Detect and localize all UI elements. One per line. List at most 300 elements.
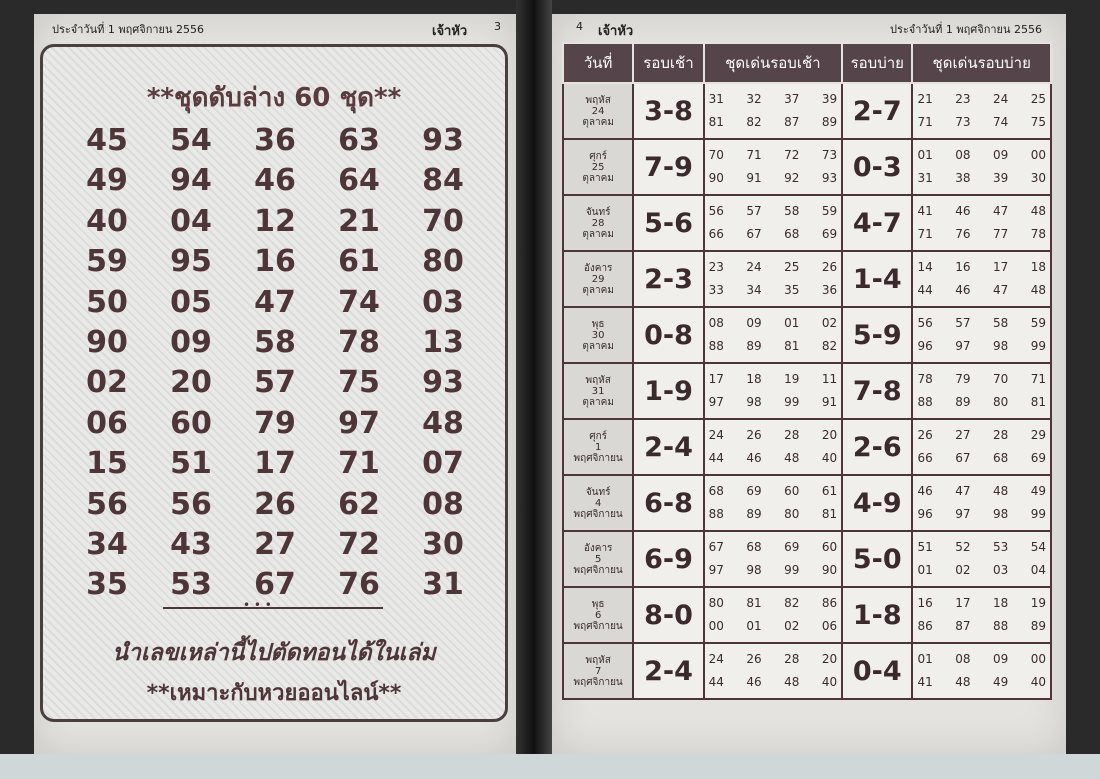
set-number: 00 xyxy=(708,619,724,633)
set-line xyxy=(917,368,1046,391)
number-set-box xyxy=(40,44,508,722)
set-line xyxy=(709,592,838,615)
set-number: 40 xyxy=(1030,675,1046,689)
afternoon-sets xyxy=(912,363,1051,419)
set-number: 23 xyxy=(955,92,971,106)
set-line xyxy=(917,480,1046,503)
date-weekday: จันทร์ xyxy=(585,486,611,498)
set-number: 18 xyxy=(746,372,762,386)
date-cell xyxy=(563,475,633,531)
set-line xyxy=(709,648,838,671)
set-number: 01 xyxy=(784,316,800,330)
grid-number: 74 xyxy=(338,284,380,320)
morning-sets xyxy=(704,363,843,419)
set-line xyxy=(709,447,838,470)
grid-number: 54 xyxy=(170,123,212,158)
set-number: 37 xyxy=(784,92,800,106)
set-number: 61 xyxy=(821,484,838,498)
set-number: 26 xyxy=(917,428,933,442)
date-weekday: ศุกร์ xyxy=(589,430,608,442)
afternoon-sets xyxy=(912,475,1051,531)
set-line xyxy=(709,671,838,694)
afternoon-pair: 1-8 xyxy=(842,587,912,643)
date-month: พฤศจิกายน xyxy=(573,508,623,520)
date-day: 4 xyxy=(594,497,602,509)
set-number: 87 xyxy=(955,619,971,633)
set-number: 70 xyxy=(992,372,1009,386)
set-line xyxy=(709,223,838,246)
grid-number: 90 xyxy=(86,324,128,360)
set-number: 28 xyxy=(992,428,1009,442)
set-number: 89 xyxy=(746,339,762,353)
grid-number: 34 xyxy=(86,526,128,562)
set-number: 40 xyxy=(821,451,838,465)
set-number: 23 xyxy=(708,260,724,274)
set-number: 02 xyxy=(784,619,800,633)
afternoon-sets xyxy=(912,83,1051,139)
set-number: 24 xyxy=(708,428,724,442)
afternoon-pair: 4-7 xyxy=(842,195,912,251)
table-row xyxy=(563,251,1051,307)
set-number: 88 xyxy=(992,619,1009,633)
afternoon-sets xyxy=(912,419,1051,475)
set-number: 82 xyxy=(821,339,838,353)
set-number: 14 xyxy=(917,260,933,274)
set-line xyxy=(917,648,1046,671)
set-number: 80 xyxy=(784,507,800,521)
set-number: 89 xyxy=(1030,619,1046,633)
grid-number: 47 xyxy=(254,284,296,320)
set-number: 19 xyxy=(784,372,800,386)
set-number: 34 xyxy=(746,283,762,297)
set-number: 26 xyxy=(746,652,762,666)
grid-number: 95 xyxy=(170,244,212,280)
date-cell xyxy=(563,195,633,251)
set-number: 99 xyxy=(784,563,800,577)
set-number: 46 xyxy=(955,283,971,297)
set-number: 03 xyxy=(992,563,1009,577)
set-line xyxy=(917,424,1046,447)
set-number: 81 xyxy=(708,115,724,129)
right-page xyxy=(552,14,1066,754)
date-cell xyxy=(563,419,633,475)
grid-number: 30 xyxy=(422,526,464,562)
date-cell xyxy=(563,307,633,363)
grid-number: 71 xyxy=(338,446,380,482)
date-cell xyxy=(563,531,633,587)
afternoon-pair: 2-7 xyxy=(842,83,912,139)
set-number: 20 xyxy=(821,652,838,666)
date-day: 1 xyxy=(594,441,602,453)
set-number: 89 xyxy=(746,507,762,521)
grid-number: 97 xyxy=(338,405,380,441)
morning-pair: 3-8 xyxy=(633,83,703,139)
set-number: 41 xyxy=(917,675,933,689)
left-header-date: ประจำวันที่ 1 พฤศจิกายน 2556 xyxy=(52,23,204,36)
afternoon-sets xyxy=(912,195,1051,251)
set-number: 28 xyxy=(784,428,800,442)
set-line xyxy=(709,335,838,358)
set-line xyxy=(917,256,1046,279)
date-weekday: พฤหัส xyxy=(585,94,611,106)
grid-number: 62 xyxy=(338,486,380,522)
left-page xyxy=(34,14,516,754)
set-line xyxy=(709,368,838,391)
set-line xyxy=(709,144,838,167)
set-number: 81 xyxy=(784,339,800,353)
set-number: 02 xyxy=(955,563,971,577)
set-number: 40 xyxy=(821,675,838,689)
set-number: 71 xyxy=(746,148,762,162)
date-weekday: อังคาร xyxy=(583,262,613,274)
afternoon-pair: 7-8 xyxy=(842,363,912,419)
table-row xyxy=(563,363,1051,419)
morning-pair: 1-9 xyxy=(633,363,703,419)
set-number: 67 xyxy=(955,451,971,465)
grid-number: 07 xyxy=(422,446,464,482)
col-date: วันที่ xyxy=(563,43,633,83)
table-row xyxy=(563,307,1051,363)
set-number: 11 xyxy=(821,372,838,386)
grid-number: 04 xyxy=(170,203,212,239)
set-line xyxy=(709,167,838,190)
set-number: 81 xyxy=(821,507,838,521)
set-number: 74 xyxy=(992,115,1009,129)
set-line xyxy=(709,200,838,223)
grid-number: 48 xyxy=(422,405,464,441)
set-number: 16 xyxy=(955,260,971,274)
afternoon-pair: 5-0 xyxy=(842,531,912,587)
set-number: 08 xyxy=(955,652,971,666)
set-number: 09 xyxy=(992,652,1009,666)
grid-number: 76 xyxy=(338,567,380,603)
set-number: 69 xyxy=(746,484,762,498)
table-header-row xyxy=(563,43,1051,83)
set-number: 24 xyxy=(746,260,762,274)
set-number: 48 xyxy=(955,675,971,689)
date-weekday: อังคาร xyxy=(583,542,613,554)
set-number: 54 xyxy=(1030,540,1046,554)
morning-sets xyxy=(704,139,843,195)
set-number: 27 xyxy=(955,428,971,442)
set-number: 21 xyxy=(917,92,933,106)
set-number: 69 xyxy=(784,540,800,554)
set-number: 01 xyxy=(746,619,762,633)
set-number: 47 xyxy=(992,204,1009,218)
page-gutter xyxy=(516,0,552,779)
date-cell xyxy=(563,587,633,643)
date-cell xyxy=(563,139,633,195)
date-day: 24 xyxy=(591,105,605,117)
left-page-number: 3 xyxy=(494,20,501,33)
date-cell xyxy=(563,83,633,139)
date-day: 31 xyxy=(591,385,605,397)
morning-sets xyxy=(704,419,843,475)
set-number: 09 xyxy=(746,316,762,330)
set-number: 67 xyxy=(708,540,724,554)
set-number: 17 xyxy=(955,596,971,610)
set-number: 58 xyxy=(992,316,1009,330)
date-day: 29 xyxy=(591,273,605,285)
set-number: 39 xyxy=(992,171,1009,185)
set-number: 97 xyxy=(708,395,724,409)
set-number: 56 xyxy=(917,316,933,330)
set-line xyxy=(709,256,838,279)
set-number: 08 xyxy=(708,316,724,330)
results-table xyxy=(562,42,1052,700)
grid-number: 35 xyxy=(86,567,128,603)
date-day: 7 xyxy=(594,665,602,677)
set-number: 81 xyxy=(746,596,762,610)
set-number: 24 xyxy=(708,652,724,666)
set-number: 97 xyxy=(708,563,724,577)
set-line xyxy=(917,88,1046,111)
set-number: 29 xyxy=(1030,428,1046,442)
set-line xyxy=(709,424,838,447)
set-number: 70 xyxy=(708,148,724,162)
set-number: 99 xyxy=(1030,339,1046,353)
set-number: 44 xyxy=(708,675,724,689)
set-number: 98 xyxy=(992,339,1009,353)
grid-number: 64 xyxy=(338,163,380,199)
grid-number: 12 xyxy=(254,203,296,239)
set-number: 73 xyxy=(955,115,971,129)
set-line xyxy=(917,536,1046,559)
set-number: 35 xyxy=(784,283,800,297)
set-number: 36 xyxy=(821,283,838,297)
set-line xyxy=(709,559,838,582)
date-weekday: พุธ xyxy=(591,318,605,330)
set-number: 48 xyxy=(992,484,1009,498)
set-number: 89 xyxy=(955,395,971,409)
set-number: 32 xyxy=(746,92,762,106)
set-number: 78 xyxy=(1030,227,1046,241)
set-number: 79 xyxy=(955,372,971,386)
date-day: 30 xyxy=(591,329,605,341)
date-weekday: พุธ xyxy=(591,598,605,610)
set-line xyxy=(917,671,1046,694)
morning-pair: 7-9 xyxy=(633,139,703,195)
right-header-title: เจ้าหัว xyxy=(598,24,634,39)
set-number: 71 xyxy=(917,115,933,129)
set-line xyxy=(709,312,838,335)
grid-number: 80 xyxy=(422,244,464,280)
grid-number: 21 xyxy=(338,203,380,239)
set-number: 91 xyxy=(821,395,838,409)
set-number: 72 xyxy=(784,148,800,162)
box-title: **ชุดดับล่าง 60 ชุด** xyxy=(146,83,402,113)
morning-pair: 0-8 xyxy=(633,307,703,363)
afternoon-sets xyxy=(912,531,1051,587)
table-row xyxy=(563,139,1051,195)
set-number: 69 xyxy=(821,227,838,241)
set-number: 48 xyxy=(1030,204,1046,218)
set-number: 26 xyxy=(746,428,762,442)
set-number: 46 xyxy=(746,675,762,689)
set-line xyxy=(917,391,1046,414)
set-number: 48 xyxy=(784,451,800,465)
note-line-1: นำเลขเหล่านี้ไปตัดทอนได้ในเล่ม xyxy=(112,640,436,666)
set-number: 78 xyxy=(917,372,933,386)
set-number: 71 xyxy=(1030,372,1046,386)
table-row xyxy=(563,643,1051,699)
afternoon-pair: 4-9 xyxy=(842,475,912,531)
set-number: 68 xyxy=(708,484,724,498)
set-number: 57 xyxy=(955,316,971,330)
afternoon-pair: 2-6 xyxy=(842,419,912,475)
grid-number: 60 xyxy=(170,405,212,441)
date-cell xyxy=(563,363,633,419)
afternoon-pair: 0-4 xyxy=(842,643,912,699)
grid-number: 70 xyxy=(422,203,464,239)
set-line xyxy=(917,111,1046,134)
grid-number: 57 xyxy=(254,365,296,401)
set-number: 18 xyxy=(1030,260,1046,274)
set-number: 90 xyxy=(708,171,724,185)
date-cell xyxy=(563,251,633,307)
date-day: 6 xyxy=(594,609,602,621)
col-afternoon: รอบบ่าย xyxy=(842,43,912,83)
set-number: 98 xyxy=(992,507,1009,521)
set-number: 91 xyxy=(746,171,762,185)
set-number: 98 xyxy=(746,563,762,577)
grid-number: 93 xyxy=(422,123,464,158)
date-weekday: พฤหัส xyxy=(585,654,611,666)
set-line xyxy=(709,480,838,503)
set-number: 97 xyxy=(955,339,971,353)
set-number: 48 xyxy=(784,675,800,689)
set-line xyxy=(917,167,1046,190)
set-line xyxy=(917,503,1046,526)
set-number: 31 xyxy=(917,171,933,185)
set-number: 00 xyxy=(1030,148,1046,162)
set-number: 81 xyxy=(1030,395,1046,409)
grid-number: 56 xyxy=(86,486,128,522)
set-number: 93 xyxy=(821,171,838,185)
grid-number: 84 xyxy=(422,163,464,199)
grid-number: 75 xyxy=(338,365,380,401)
set-number: 58 xyxy=(784,204,800,218)
set-number: 47 xyxy=(955,484,971,498)
grid-number: 46 xyxy=(254,163,296,199)
grid-number: 36 xyxy=(254,123,296,158)
morning-pair: 2-4 xyxy=(633,643,703,699)
left-header-title: เจ้าหัว xyxy=(432,24,468,39)
set-line xyxy=(709,615,838,638)
set-number: 66 xyxy=(708,227,724,241)
set-number: 60 xyxy=(821,540,838,554)
grid-number: 13 xyxy=(422,324,464,360)
grid-number: 43 xyxy=(170,526,212,562)
grid-number: 05 xyxy=(170,284,212,320)
note-line-2: **เหมาะกับหวยออนไลน์** xyxy=(146,681,402,706)
set-line xyxy=(709,391,838,414)
grid-number: 72 xyxy=(338,526,380,562)
grid-number: 45 xyxy=(86,123,128,158)
date-month: พฤศจิกายน xyxy=(573,620,623,632)
morning-sets xyxy=(704,587,843,643)
grid-number: 02 xyxy=(86,365,128,401)
date-month: พฤศจิกายน xyxy=(573,452,623,464)
set-number: 99 xyxy=(784,395,800,409)
set-number: 02 xyxy=(821,316,838,330)
set-number: 68 xyxy=(992,451,1009,465)
set-number: 48 xyxy=(1030,283,1046,297)
grid-number: 06 xyxy=(86,405,128,441)
set-number: 80 xyxy=(992,395,1009,409)
set-number: 71 xyxy=(917,227,933,241)
afternoon-sets xyxy=(912,587,1051,643)
grid-number: 63 xyxy=(338,123,380,158)
set-number: 80 xyxy=(708,596,724,610)
set-number: 77 xyxy=(992,227,1009,241)
set-line xyxy=(917,223,1046,246)
set-line xyxy=(917,592,1046,615)
col-morning-sets: ชุดเด่นรอบเช้า xyxy=(704,43,843,83)
date-month: ตุลาคม xyxy=(582,172,614,184)
afternoon-pair: 5-9 xyxy=(842,307,912,363)
date-day: 28 xyxy=(591,217,605,229)
col-afternoon-sets: ชุดเด่นรอบบ่าย xyxy=(912,43,1051,83)
morning-sets xyxy=(704,251,843,307)
left-header-name xyxy=(432,20,467,41)
set-number: 75 xyxy=(1030,115,1046,129)
date-month: ตุลาคม xyxy=(582,340,614,352)
set-number: 99 xyxy=(1030,507,1046,521)
set-number: 09 xyxy=(992,148,1009,162)
set-number: 51 xyxy=(917,540,933,554)
set-number: 17 xyxy=(708,372,724,386)
set-line xyxy=(917,447,1046,470)
morning-sets xyxy=(704,307,843,363)
set-number: 88 xyxy=(917,395,933,409)
set-number: 01 xyxy=(917,148,933,162)
set-line xyxy=(917,559,1046,582)
set-number: 97 xyxy=(955,507,971,521)
set-line xyxy=(709,536,838,559)
grid-number: 53 xyxy=(170,567,212,603)
set-number: 17 xyxy=(992,260,1009,274)
grid-number: 26 xyxy=(254,486,296,522)
set-number: 04 xyxy=(1030,563,1046,577)
grid-number: 67 xyxy=(254,567,296,603)
set-line xyxy=(709,111,838,134)
table-row xyxy=(563,195,1051,251)
set-number: 24 xyxy=(992,92,1009,106)
set-line xyxy=(917,144,1046,167)
set-number: 08 xyxy=(955,148,971,162)
set-number: 46 xyxy=(917,484,933,498)
afternoon-pair: 1-4 xyxy=(842,251,912,307)
set-number: 33 xyxy=(708,283,724,297)
afternoon-sets xyxy=(912,139,1051,195)
date-month: พฤศจิกายน xyxy=(573,564,623,576)
table-row xyxy=(563,587,1051,643)
table-row xyxy=(563,419,1051,475)
set-number: 01 xyxy=(917,652,933,666)
morning-sets xyxy=(704,83,843,139)
set-number: 52 xyxy=(955,540,971,554)
grid-number: 49 xyxy=(86,163,128,199)
set-number: 30 xyxy=(1030,171,1046,185)
morning-sets xyxy=(704,643,843,699)
grid-number: 09 xyxy=(170,324,212,360)
set-number: 59 xyxy=(1030,316,1046,330)
set-number: 01 xyxy=(917,563,933,577)
set-number: 88 xyxy=(708,339,724,353)
set-number: 66 xyxy=(917,451,933,465)
set-number: 47 xyxy=(992,283,1009,297)
